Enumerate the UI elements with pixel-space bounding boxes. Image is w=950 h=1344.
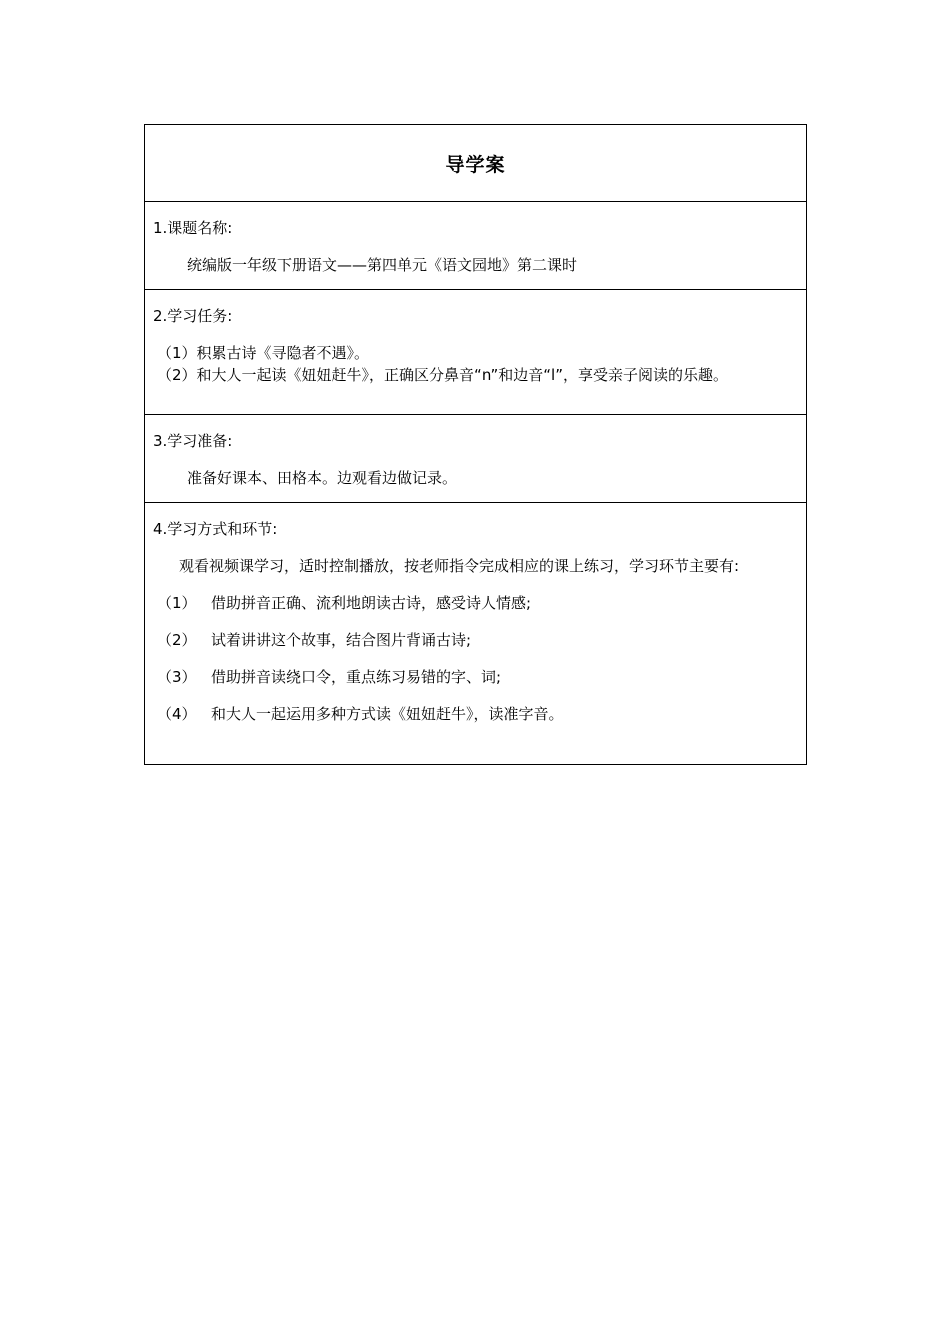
section-topic-label: 1.课题名称: — [153, 219, 233, 237]
title-row — [145, 125, 806, 201]
section-tasks-label: 2.学习任务: — [153, 307, 233, 325]
method-step-3 — [153, 666, 798, 688]
step-number: （3） — [157, 668, 197, 686]
step-number: （2） — [157, 631, 197, 649]
step-number: （1） — [157, 594, 197, 612]
step-text: 和大人一起运用多种方式读《妞妞赶牛》，读准字音。 — [211, 705, 564, 723]
section-topic — [145, 201, 806, 289]
section-method-intro: 观看视频课学习，适时控制播放，按老师指令完成相应的课上练习，学习环节主要有: — [179, 557, 740, 575]
step-number: （4） — [157, 705, 197, 723]
task-item-2: （2）和大人一起读《妞妞赶牛》，正确区分鼻音“n”和边音“l”，享受亲子阅读的乐趣。 — [157, 366, 728, 384]
step-text: 试着讲讲这个故事，结合图片背诵古诗; — [211, 631, 472, 649]
section-preparation-label: 3.学习准备: — [153, 432, 233, 450]
page-title: 导学案 — [445, 153, 506, 176]
section-method — [145, 502, 806, 764]
method-step-1 — [153, 592, 798, 614]
method-step-4 — [153, 703, 798, 725]
step-text: 借助拼音正确、流利地朗读古诗，感受诗人情感; — [211, 594, 532, 612]
study-guide-table — [144, 124, 807, 765]
section-topic-content: 统编版一年级下册语文——第四单元《语文园地》第二课时 — [187, 256, 578, 274]
section-method-label: 4.学习方式和环节: — [153, 520, 278, 538]
step-text: 借助拼音读绕口令，重点练习易错的字、词; — [211, 668, 502, 686]
section-preparation — [145, 414, 806, 502]
method-step-2 — [153, 629, 798, 651]
task-list — [153, 342, 798, 386]
section-tasks — [145, 289, 806, 414]
task-item-1: （1）积累古诗《寻隐者不遇》。 — [157, 344, 370, 362]
section-preparation-content: 准备好课本、田格本。边观看边做记录。 — [187, 469, 458, 487]
